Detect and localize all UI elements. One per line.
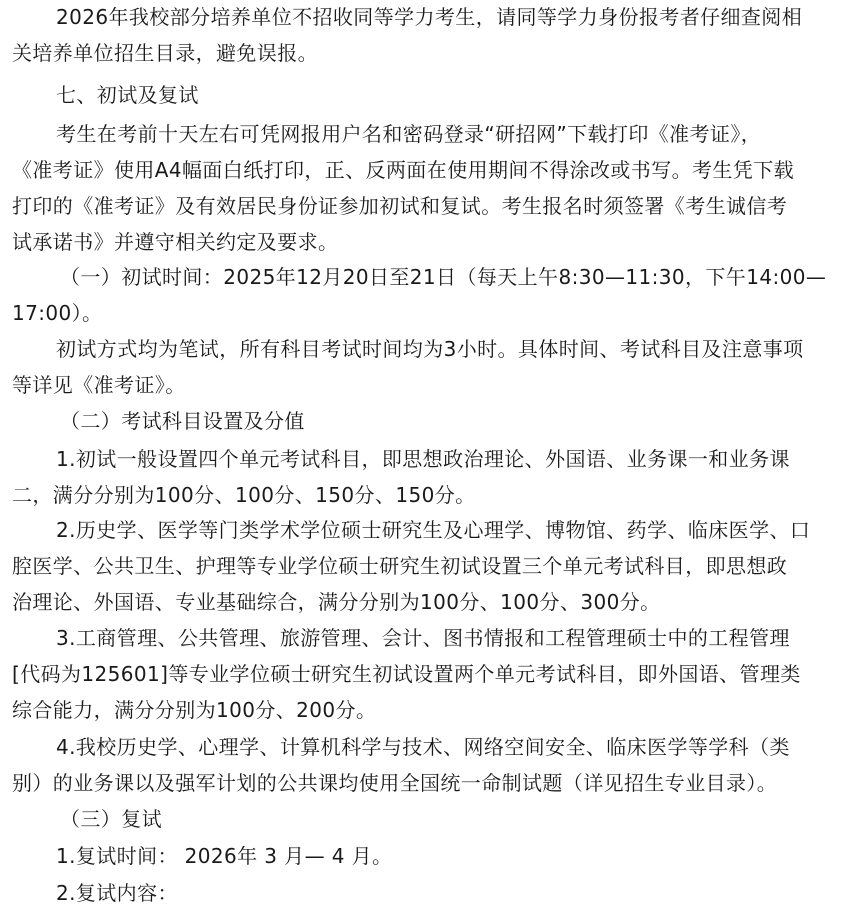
paragraph-line: 3.工商管理、公共管理、旅游管理、会计、图书情报和工程管理硕士中的工程管理 (56, 626, 790, 650)
subsection-line: （一）初试时间：2025年12月20日至21日（每天上午8:30—11:30，下午14:00— (60, 265, 827, 289)
paragraph-line: 初试方式均为笔试，所有科目考试时间均为3小时。具体时间、考试科目及注意事项 (56, 337, 804, 361)
section-heading: 七、初试及复试 (56, 83, 199, 107)
paragraph-line: 考生在考前十天左右可凭网报用户名和密码登录“研招网”下载打印《准考证》， (56, 122, 762, 146)
paragraph-line: [代码为125601]等专业学位硕士研究生初试设置两个单元考试科目，即外国语、管理类 (12, 662, 801, 686)
subsection-heading: （二）考试科目设置及分值 (60, 409, 305, 433)
paragraph-line: 综合能力，满分分别为100分、200分。 (12, 698, 377, 722)
paragraph-line: 试承诺书》并遵守相关约定及要求。 (12, 230, 339, 254)
paragraph-line: 2026年我校部分培养单位不招收同等学力考生，请同等学力身份报考者仔细查阅相 (56, 5, 803, 29)
paragraph-line: 2.复试内容： (56, 881, 178, 905)
paragraph-line: 《准考证》使用A4幅面白纸打印，正、反两面在使用期间不得涂改或书写。考生凭下载 (12, 158, 795, 182)
subsection-heading: （三）复试 (60, 807, 162, 831)
paragraph-line: 关培养单位招生目录，避免误报。 (12, 41, 318, 65)
paragraph-line: 等详见《准考证》。 (12, 373, 186, 397)
paragraph-line: 1.复试时间： 2026年 3 月— 4 月。 (56, 844, 393, 868)
paragraph-line: 别）的业务课以及强军计划的公共课均使用全国统一命制试题（详见招生专业目录）。 (12, 771, 778, 795)
paragraph-line: 17:00）。 (12, 301, 103, 325)
paragraph-line: 4.我校历史学、心理学、计算机科学与技术、网络空间安全、临床医学等学科（类 (56, 735, 790, 759)
paragraph-line: 1.初试一般设置四个单元考试科目，即思想政治理论、外国语、业务课一和业务课 (56, 447, 790, 471)
paragraph-line: 治理论、外国语、专业基础综合，满分分别为100分、100分、300分。 (12, 590, 661, 614)
paragraph-line: 二，满分分别为100分、100分、150分、150分。 (12, 483, 476, 507)
paragraph-line: 打印的《准考证》及有效居民身份证参加初试和复试。考生报名时须签署《考生诚信考 (12, 194, 788, 218)
paragraph-line: 腔医学、公共卫生、护理等专业学位硕士研究生初试设置三个单元考试科目，即思想政 (12, 554, 788, 578)
paragraph-line: 2.历史学、医学等门类学术学位硕士研究生及心理学、博物馆、药学、临床医学、口 (56, 518, 811, 542)
